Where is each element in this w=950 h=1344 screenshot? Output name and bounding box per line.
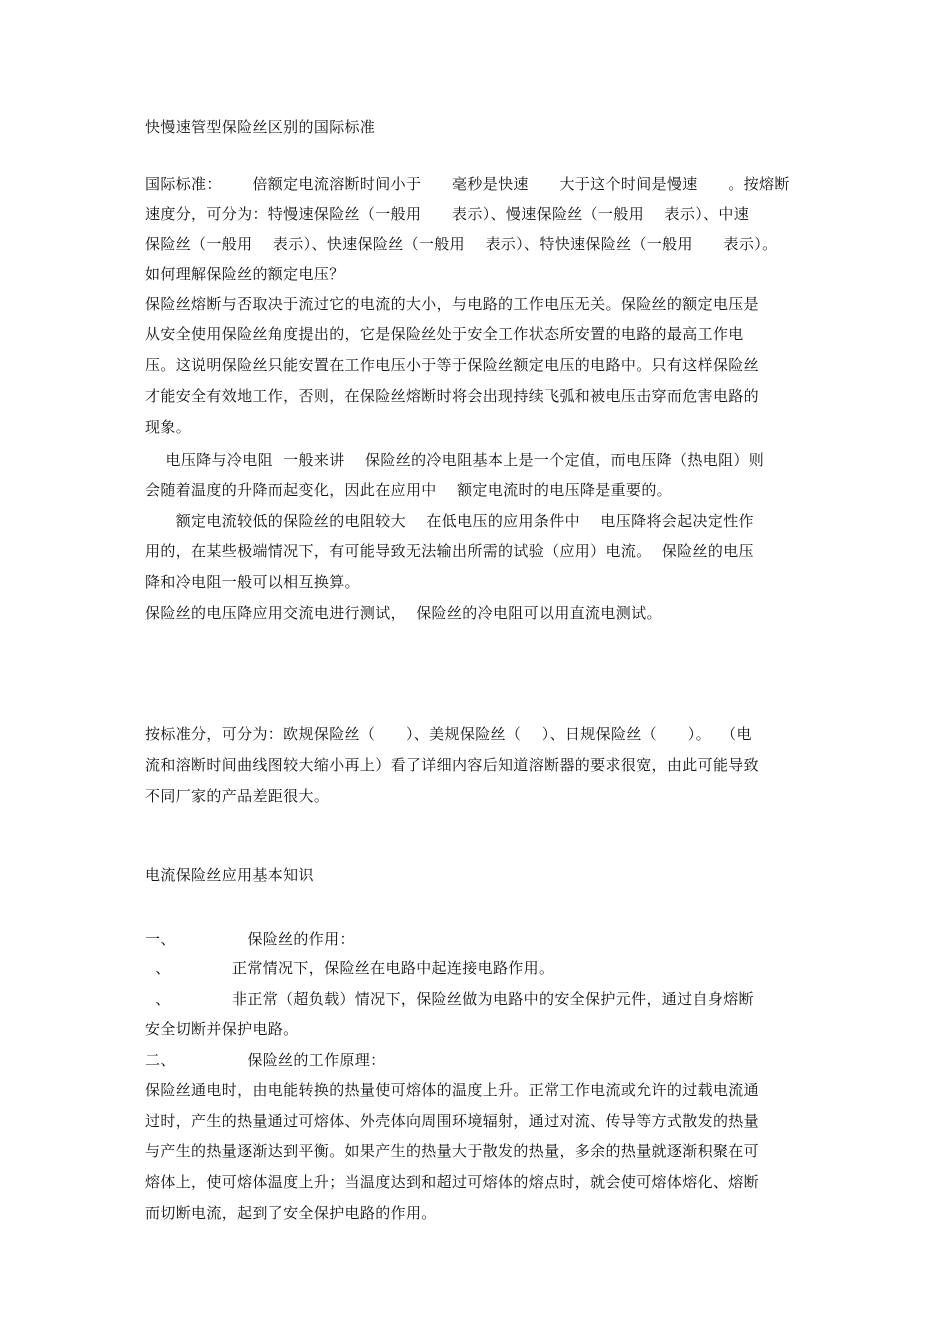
paragraph-line: 会随着温度的升降而起变化，因此在应用中 额定电流时的电压降是重要的。	[145, 481, 673, 499]
paragraph-line: 与产生的热量逐渐达到平衡。如果产生的热量大于散发的热量，多余的热量就逐渐积聚在可	[145, 1142, 760, 1160]
paragraph-line: 不同厂家的产品差距很大。	[145, 787, 330, 805]
paragraph-line: 额定电流较低的保险丝的电阻较大 在低电压的应用条件中 电压降将会起决定性作	[145, 512, 754, 530]
paragraph-line: 保险丝（一般用 表示）、快速保险丝（一般用 表示）、特快速保险丝（一般用 表示）。	[145, 235, 778, 253]
paragraph-line: 用的，在某些极端情况下，有可能导致无法输出所需的试验（应用）电流。 保险丝的电压	[145, 542, 754, 560]
paragraph-line: 速度分，可分为：特慢速保险丝（一般用 表示）、慢速保险丝（一般用 表示）、中速	[145, 205, 750, 223]
paragraph-line: 如何理解保险丝的额定电压？	[145, 265, 345, 283]
paragraph-line: 保险丝通电时，由电能转换的热量使可熔体的温度上升。正常工作电流或允许的过载电流通	[145, 1081, 760, 1099]
paragraph-line: 安全切断并保护电路。	[145, 1020, 299, 1038]
paragraph-line: 熔体上，使可熔体温度上升；当温度达到和超过可熔体的熔点时，就会使可熔体熔化、熔断	[145, 1173, 760, 1191]
paragraph-line: 过时，产生的热量通过可熔体、外壳体向周围环境辐射，通过对流、传导等方式散发的热量	[145, 1112, 760, 1130]
paragraph-line: 电压降与冷电阻 一般来讲 保险丝的冷电阻基本上是一个定值，而电压降（热电阻）则	[145, 451, 765, 469]
section-heading: 电流保险丝应用基本知识	[145, 866, 314, 884]
paragraph-line: 现象。	[145, 418, 192, 436]
paragraph-line: 而切断电流，起到了安全保护电路的作用。	[145, 1204, 437, 1222]
paragraph-line: 压。这说明保险丝只能安置在工作电压小于等于保险丝额定电压的电路中。只有这样保险丝	[145, 356, 760, 374]
paragraph-line: 一、 保险丝的作用：	[145, 930, 355, 948]
document-title: 快慢速管型保险丝区别的国际标准	[145, 118, 376, 136]
paragraph-line: 国际标准： 倍额定电流溶断时间小于 毫秒是快速 大于这个时间是慢速 。按熔断	[145, 175, 790, 193]
paragraph-line: 保险丝的电压降应用交流电进行测试， 保险丝的冷电阻可以用直流电测试。	[145, 604, 662, 622]
paragraph-line: 二、 保险丝的工作原理：	[145, 1051, 386, 1069]
paragraph-line: 、 非正常（超负载）情况下，保险丝做为电路中的安全保护元件，通过自身熔断	[145, 990, 754, 1008]
paragraph-line: 流和溶断时间曲线图较大缩小再上）看了详细内容后知道溶断器的要求很宽，由此可能导致	[145, 756, 760, 774]
paragraph-line: 、 正常情况下，保险丝在电路中起连接电路作用。	[145, 959, 555, 977]
paragraph-line: 按标准分，可分为：欧规保险丝（ ）、美规保险丝（ ）、日规保险丝（ ）。 （电	[145, 725, 752, 743]
paragraph-line: 从安全使用保险丝角度提出的，它是保险丝处于安全工作状态所安置的电路的最高工作电	[145, 325, 744, 343]
paragraph-line: 降和冷电阻一般可以相互换算。	[145, 573, 360, 591]
paragraph-line: 保险丝熔断与否取决于流过它的电流的大小，与电路的工作电压无关。保险丝的额定电压是	[145, 295, 760, 313]
paragraph-line: 才能安全有效地工作，否则，在保险丝熔断时将会出现持续飞弧和被电压击穿而危害电路的	[145, 387, 760, 405]
